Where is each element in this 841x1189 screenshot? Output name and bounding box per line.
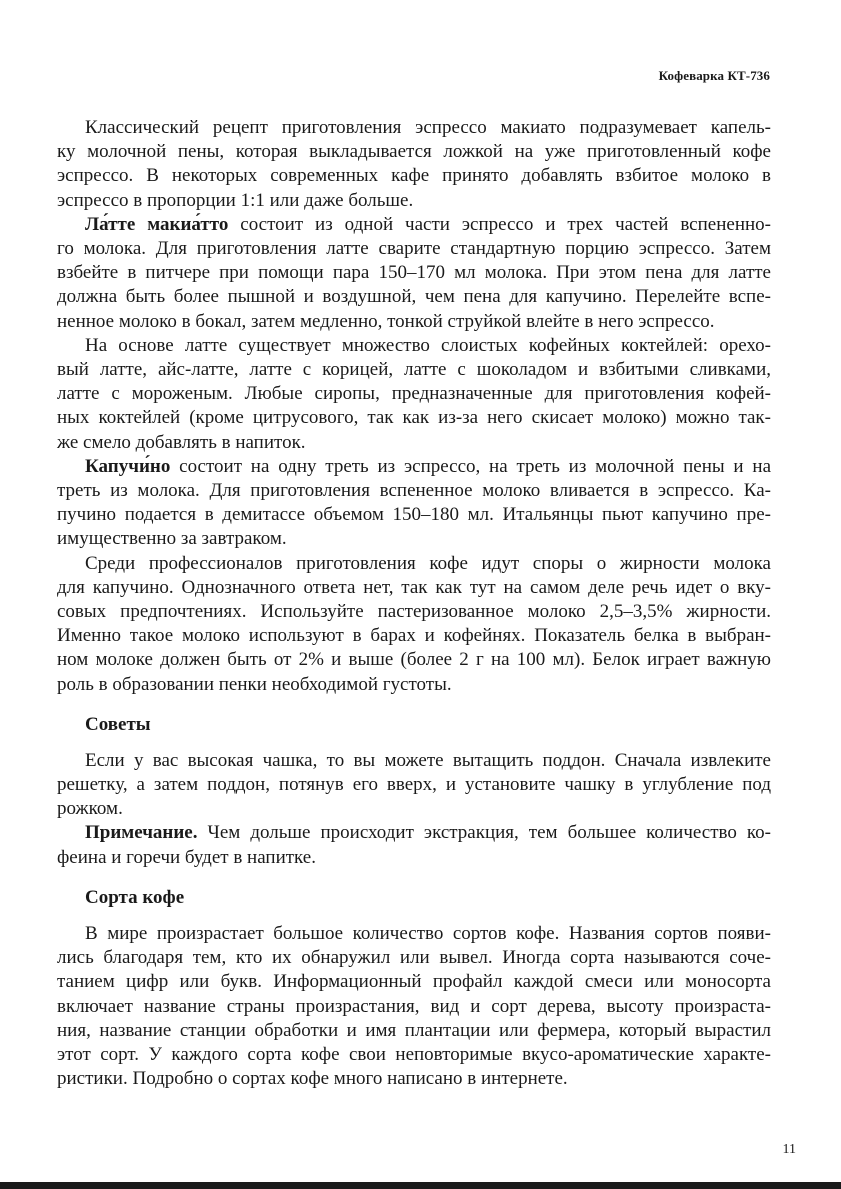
- text-line: феина и горечи будет в напитке.: [57, 846, 316, 868]
- text-line: В мире произрастает большое количество сортов кофе. Названия сортов появи-: [85, 922, 771, 944]
- paragraph-macchiato-intro: [57, 116, 771, 213]
- text-line: ненное молоко в бокал, затем медленно, тонкой струйкой влейте в него эспрессо.: [57, 310, 715, 332]
- paragraph-latte-cocktails: [57, 334, 771, 455]
- text-line: ном молоке должен быть от 2% и выше (более 2 г на 100 мл). Белок играет важную: [57, 649, 771, 671]
- text-line: для капучино. Однозначного ответа нет, так как тут на самом деле речь идет о вку-: [57, 576, 771, 598]
- term-cappuccino: Капучи́но: [85, 455, 171, 477]
- paragraph-cappuccino: [57, 455, 771, 552]
- text-line: Среди профессионалов приготовления кофе идут споры о жирности молока: [85, 552, 771, 574]
- paragraph-note: [57, 821, 771, 869]
- section-heading-tips: Советы: [85, 713, 151, 735]
- text-line: ных коктейлей (кроме цитрусового, так как из-за него скисает молоко) можно так-: [57, 407, 771, 429]
- text-line: Ла́тте макиа́тто состоит из одной части эспрессо и трех частей вспененно-: [85, 213, 771, 235]
- text-line: вый латте, айс-латте, латте с корицей, латте с шоколадом и взбитыми сливками,: [57, 359, 771, 381]
- text-line: Если у вас высокая чашка, то вы можете вытащить поддон. Сначала извлеките: [85, 749, 771, 771]
- text-line: Классический рецепт приготовления эспрессо макиато подразумевает капель-: [85, 117, 771, 138]
- text-line: роль в образовании пенки необходимой густоты.: [57, 673, 452, 695]
- text-line: взбейте в питчере при помощи пара 150–170 мл молока. При этом пена для латте: [57, 262, 771, 284]
- text-line: пучино подается в демитассе объемом 150–180 мл. Итальянцы пьют капучино пре-: [57, 504, 771, 526]
- page-body: [57, 116, 771, 1091]
- text-line: треть из молока. Для приготовления вспененное молоко вливается в эспрессо. Ка-: [57, 480, 771, 502]
- text-line: решетку, а затем поддон, потянув его вверх, и установите чашку в углубление под: [57, 774, 771, 796]
- running-header: Кофеварка КТ-736: [658, 68, 770, 83]
- text-line: рожком.: [57, 798, 123, 820]
- text-line: ку молочной пены, которая выкладывается ложкой на уже приготовленный кофе: [57, 141, 771, 163]
- text-line: же смело добавлять в напиток.: [57, 431, 306, 453]
- text-line: На основе латте существует множество слоистых кофейных коктейлей: орехо-: [85, 334, 771, 356]
- text-line: Именно такое молоко используют в барах и кофейнях. Показатель белка в выбран-: [57, 625, 771, 647]
- note-label: Примечание.: [85, 822, 198, 844]
- text-line: должна быть более пышной и воздушной, чем пена для капучино. Перелейте вспе-: [57, 286, 771, 308]
- text-line: Примечание. Чем дольше происходит экстракция, тем большее количество ко-: [85, 822, 771, 844]
- text-line: латте с мороженым. Любые сиропы, предназначенные для приготовления кофей-: [57, 383, 771, 405]
- paragraph-latte-macchiato: [57, 213, 771, 334]
- text-line: танием цифр или букв. Информационный профайл каждой смеси или моносорта: [57, 971, 771, 993]
- bottom-edge-bar: [0, 1182, 841, 1189]
- text-line: совых предпочтениях. Используйте пастеризованное молоко 2,5–3,5% жирности.: [57, 601, 771, 623]
- text-line: лись благодаря тем, кто их обнаружил или вывел. Иногда сорта называются соче-: [57, 947, 771, 969]
- text-line: эспрессо. В некоторых современных кафе принято добавлять взбитое молоко в: [57, 165, 771, 187]
- text-line: го молока. Для приготовления латте сварите стандартную порцию эспрессо. Затем: [57, 238, 771, 260]
- section-heading-coffee-sorts: Сорта кофе: [85, 886, 185, 908]
- text-line: ния, название станции обработки и имя плантации или фермера, который вырастил: [57, 1019, 771, 1041]
- paragraph-coffee-sorts: [57, 922, 771, 1091]
- text-line: ристики. Подробно о сортах кофе много написано в интернете.: [57, 1068, 568, 1090]
- text-line: имущественно за завтраком.: [57, 528, 287, 550]
- text-line: включает название страны произрастания, вид и сорт дерева, высоту произраста-: [57, 995, 771, 1017]
- paragraph-tips: [57, 749, 771, 822]
- term-latte-macchiato: Ла́тте макиа́тто: [85, 213, 229, 235]
- text-line: эспрессо в пропорции 1:1 или даже больше.: [57, 189, 414, 211]
- page-number: 11: [782, 1142, 796, 1157]
- paragraph-milk-fat: [57, 552, 771, 697]
- text-line: этот сорт. У каждого сорта кофе свои неповторимые вкусо-ароматические характе-: [57, 1043, 771, 1065]
- text-line: Капучи́но состоит на одну треть из эспрессо, на треть из молочной пены и на: [85, 455, 771, 477]
